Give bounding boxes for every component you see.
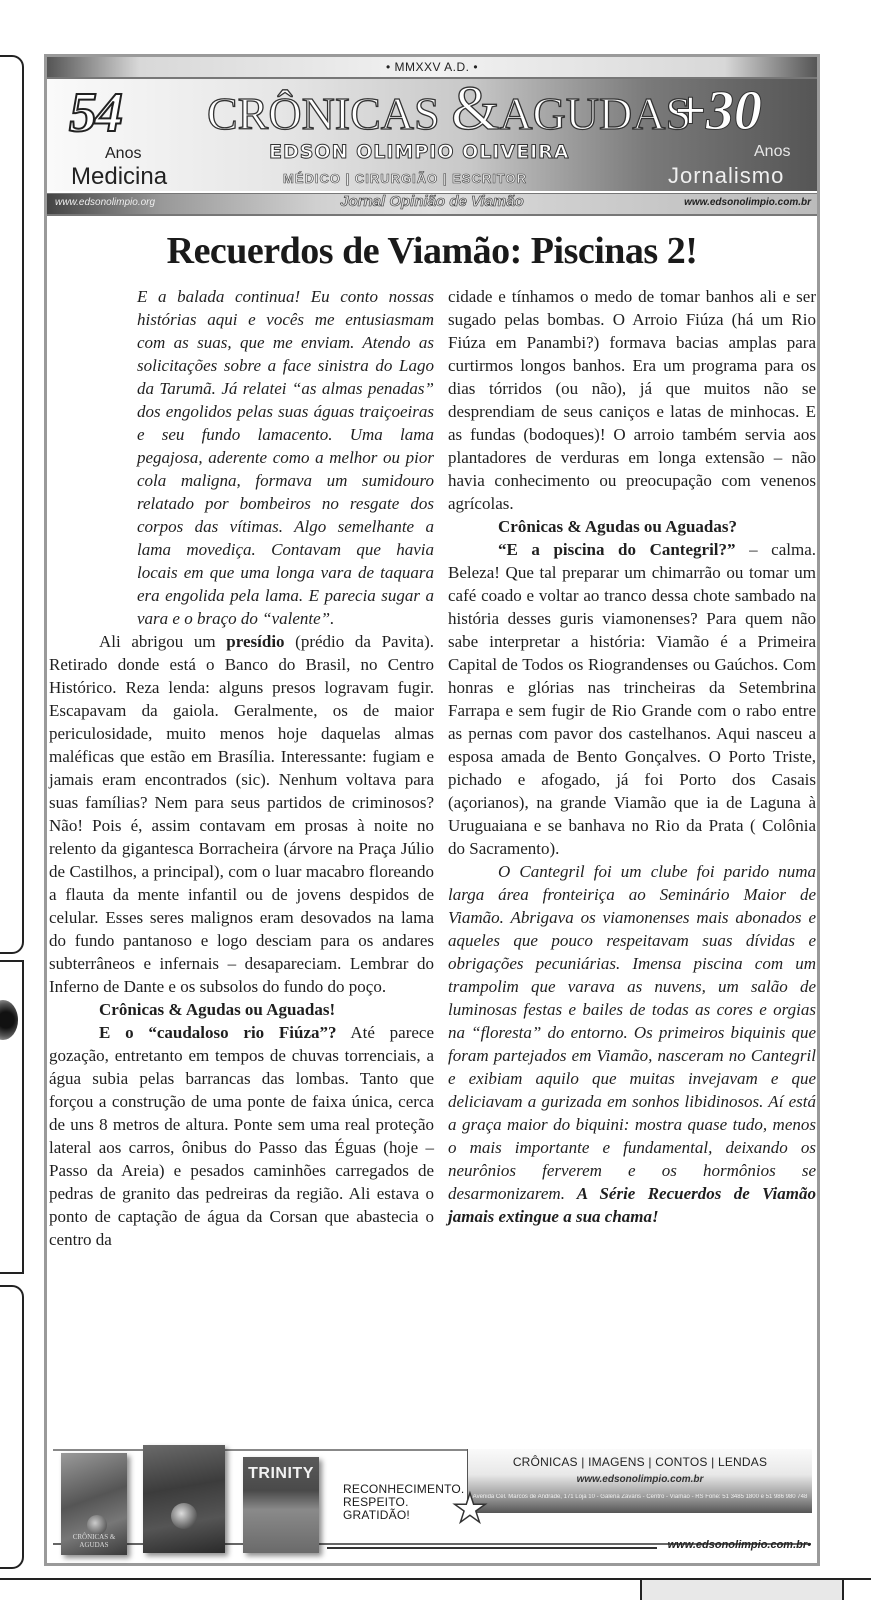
footer-divider xyxy=(327,1547,657,1549)
ad-website-link[interactable]: www.edsonolimpio.com.br xyxy=(576,1474,704,1485)
masthead-bottom-bar xyxy=(47,193,817,216)
column-title-part2: AGUDAS xyxy=(499,88,692,139)
gem-illustration xyxy=(87,1515,107,1535)
bold-lead-cantegril: “E a piscina do Cantegril?” xyxy=(498,540,736,559)
website-link-org[interactable]: www.edsonolimpio.org xyxy=(55,197,156,208)
ad-info-box xyxy=(467,1449,812,1513)
masthead-main xyxy=(47,75,817,191)
bold-term-presidio: presídio xyxy=(226,632,285,651)
paragraph-cantegril-club xyxy=(448,860,816,1228)
article-column-left xyxy=(49,285,434,1251)
star-icon: ★ xyxy=(452,1486,488,1531)
article-headline: Recuerdos de Viamão: Piscinas 2! xyxy=(166,230,698,272)
paragraph-presidio xyxy=(49,630,434,998)
tagline-line: GRATIDÃO! xyxy=(343,1508,410,1522)
ad-tagline xyxy=(343,1483,464,1522)
paragraph-text: Ali abrigou um xyxy=(99,632,227,651)
bold-lead-rio-fiuza: E o “caudaloso rio Fiúza”? xyxy=(99,1023,337,1042)
book1-title: CRÔNICAS & AGUDAS xyxy=(72,1533,116,1549)
subheading-right: Crônicas & Agudas ou Aguadas? xyxy=(498,517,738,536)
tagline-line: RECONHECIMENTO. xyxy=(343,1482,465,1496)
medicine-years: 54 xyxy=(69,82,121,144)
globe-illustration xyxy=(171,1503,197,1529)
paragraph-text: O Cantegril foi um clube foi parido numa larga área fronteiriça ao Seminário Maior de Viamão. Abrigava os viamonenses mais abonados e aqueles que pouco respeitavam suas dívidas e obrigações pecuniárias. Imensa piscina com um trampolim que varava as nuvens, um salão de luminosas festas e bailes de todas as cores e orgias na “floresta” do entorno. Os primeiros biquinis que foram partejados em Viamão, nasceram no Cantegril e exibiam aquilo que muitas invejavam e que deliciavam a gurizada em sonhos libidinosos. Aí está a graça maior do biquini: mostra quase tudo, menos o mais importante e fundamental, deixando os neurônios ferverem e os hormônios se desarmonizarem. xyxy=(448,862,816,1203)
edition-bar: • MMXXV A.D. • xyxy=(47,57,817,79)
medicine-anos-label: Anos xyxy=(105,145,142,162)
author-roles: MÉDICO | CIRURGIÃO | ESCRITOR xyxy=(283,171,528,186)
book3-title: TRINITY xyxy=(248,1465,314,1482)
author-name: EDSON OLIMPIO OLIVEIRA xyxy=(269,141,570,163)
closing-sentence: A Série Recuerdos de Viamão jamais extingue a sua chama! xyxy=(448,1184,816,1226)
paragraph-text: – calma. Beleza! Que tal preparar um chimarrão ou tomar um café coado e voltar ao tranco dessa chote sambado na história desses guris viamonenses? Para quem não sabe interpretar a história: Viamão é a Primeira Capital de Todos os Riograndenses ou Gaúchos. Com honras e glórias nas trincheiras da Setembrina Farrapa e sem fugir de Rio Grande com o rabo entre as pernas com pavor dos castelhanos. Aqui nasceu a esposa amada de Bento Gonçalves. O Porto Triste, pichado e afogado, já foi Porto dos Casais (açorianos), na grande Viamão que ia de Laguna à Uruguaiana e se banhava no Rio da Prata ( Colônia do Sacramento). xyxy=(448,540,816,858)
newspaper-page xyxy=(44,54,820,1566)
next-page-preview xyxy=(640,1580,844,1600)
book-cover-globe xyxy=(143,1445,225,1553)
newspaper-name: Jornal Opinião de Viamão xyxy=(340,193,524,210)
medicine-label: Medicina xyxy=(71,163,168,190)
masthead xyxy=(47,57,817,217)
intro-paragraph: E a balada continua! Eu conto nossas histórias aqui e vocês me entusiasmam com as suas, que me enviam. Atendo as solicitações sobre a face sinistra do Lago da Tarumã. Já relatei “as almas penadas” dos engolidos pelas suas águas traiçoeiras e seu fundo lamacento. Uma lama pegajosa, aderente como a melhor ou pior cola maligna, formava um sumidouro relatado por bombeiros no resgate dos corpos das vítimas. Algo semelhante a lama movediça. Contavam que havia locais em que uma longa vara de taquara era engolida pela lama. E parecia sugar a vara e o braço do “valente”. xyxy=(137,287,434,628)
tagline-line: RESPEITO. xyxy=(343,1495,409,1509)
paragraph-rio-fiuza xyxy=(49,1021,434,1251)
paragraph-text: (prédio da Pavita). Retirado donde está o Banco do Brasil, no Centro Histórico. Reza lenda: alguns presos logravam fugir. Escapavam da gaiola. Geralmente, os de maior periculosidade, muito menos hoje daquelas almas maléficas que estão em Brasília. Interessante: fugiam e jamais eram encontrados (sic). Nenhum voltava para suas famílias? Nem para seus partidos de criminosos? Não! Pois é, assim contavam em prosas à noite no relento da gigantesca Borracheira (árvore na Praça Júlio de Castilhos, a principal), com o luar macabro floreando a flauta da mente infantil ou de jovens despidos de celular. Esses seres malignos eram desovados na lama do fundo pantanoso e logo desciam para os andares subterrâneos e infernais – desapareciam. Lembrar do Inferno de Dante e os subsolos do fundo do poço. xyxy=(49,632,434,996)
previous-page-edge-bottom xyxy=(0,1285,24,1569)
footer-website-link[interactable]: www.edsonolimpio.com.br• xyxy=(667,1539,811,1551)
book-cover-cronicas-agudas xyxy=(61,1453,127,1555)
journalism-years: +30 xyxy=(674,80,762,142)
journalism-anos-label: Anos xyxy=(754,143,791,160)
journalism-label: Jornalismo xyxy=(668,163,785,188)
previous-page-edge-top xyxy=(0,55,24,954)
ad-categories: CRÔNICAS | IMAGENS | CONTOS | LENDAS xyxy=(512,1455,768,1469)
journalism-badge xyxy=(662,79,817,191)
paragraph-text: Até parece gozação, entretanto em tempos de chuvas torrenciais, a água subia pelas barrancas das lombas. Tanto que forçou a construção de uma ponte de faixa única, cerca de uns 8 metros de altura. Ponte sem uma real proteção lateral aos carros, ônibus do Passo das Éguas (hoje – Passo da Areia) e pesados caminhões carregados de pedras de granito das pedreiras da região. Ali estava o ponto de captação de água da Corsan que abastecia o centro da xyxy=(49,1023,434,1249)
website-link-com[interactable]: www.edsonolimpio.com.br xyxy=(684,197,811,208)
paragraph-arroio: cidade e tínhamos o medo de tomar banhos ali e ser sugado pelas bombas. O Arroio Fiúza (há um Rio Fiúza em Panambi?) formava bacias amplas para curtirmos longos banhos. Era um programa para os dias tórridos (ou não), já que muitos não se desprendiam de seus caniços e latas de minhocas. E as fundas (bodoques)! O arroio também servia aos plantadores de verduras em longa extensão – não havia conhecimento ou preocupação com venenos agrícolas. xyxy=(448,287,816,513)
paragraph-cantegril-intro xyxy=(448,538,816,860)
article-column-right xyxy=(448,285,816,1228)
column-title-ampersand: & xyxy=(451,75,500,143)
footer-advertisement xyxy=(47,1437,817,1562)
ad-address: Avenida Cel. Marcos de Andrade, 171 Loja 10 - Galeria Zavaris - Centro - Viamão - RS Fone: 51 3485 1800 e 51 986 980 748 xyxy=(472,1494,808,1500)
medicine-badge xyxy=(47,79,187,191)
book-cover-trinity xyxy=(243,1457,319,1553)
column-title-part1: CRÔNICAS xyxy=(207,88,452,139)
column-title xyxy=(207,75,692,143)
subheading-left: Crônicas & Agudas ou Aguadas! xyxy=(99,1000,336,1019)
